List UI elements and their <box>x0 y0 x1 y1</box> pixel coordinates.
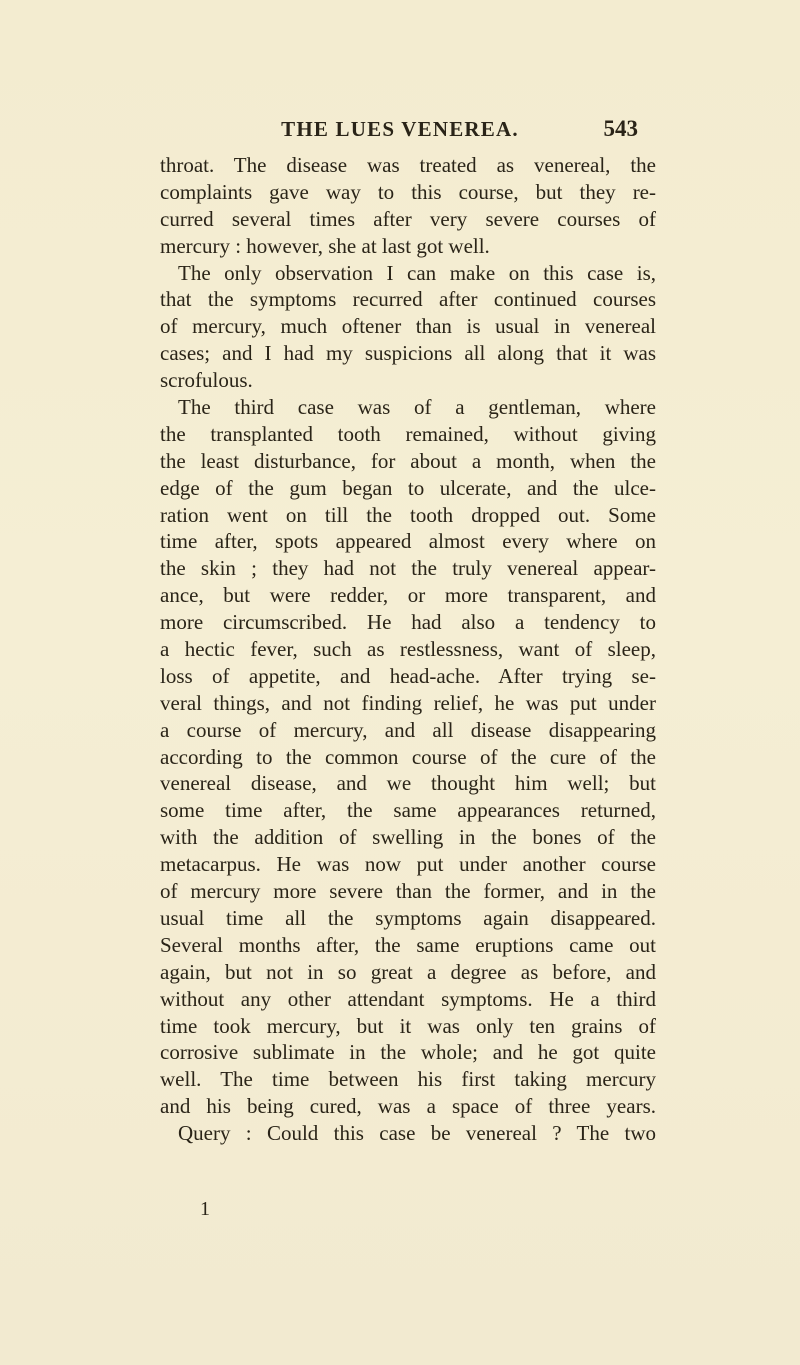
text-line: time took mercury, but it was only ten grains of <box>160 1013 656 1038</box>
text-line: and his being cured, was a space of three years. <box>160 1094 656 1119</box>
text-line: again, but not in so great a degree as before, and <box>160 959 656 984</box>
text-line: The only observation I can make on this case is, <box>178 260 656 285</box>
text-line: according to the common course of the cure of the <box>160 744 656 769</box>
text-line: metacarpus. He was now put under another course <box>160 852 656 877</box>
text-line: of mercury more severe than the former, and in the <box>160 879 656 904</box>
signature-mark: 1 <box>200 1198 210 1220</box>
running-head <box>0 114 800 144</box>
text-line: the transplanted tooth remained, without giving <box>160 421 656 446</box>
text-line: ration went on till the tooth dropped out. Some <box>160 502 656 527</box>
text-line: edge of the gum began to ulcerate, and the ulce- <box>160 475 656 500</box>
text-line: of mercury, much oftener than is usual in venereal <box>160 314 656 339</box>
text-line: corrosive sublimate in the whole; and he got quite <box>160 1040 656 1065</box>
text-line: the least disturbance, for about a month, when the <box>160 448 656 473</box>
text-line: The third case was of a gentleman, where <box>178 395 656 420</box>
text-line: loss of appetite, and head-ache. After trying se- <box>160 663 656 688</box>
running-title: THE LUES VENEREA. <box>281 117 519 141</box>
body-text <box>160 152 656 1147</box>
text-line: scrofulous. <box>160 368 253 393</box>
text-line: ance, but were redder, or more transparent, and <box>160 583 656 608</box>
text-line: cases; and I had my suspicions all along that it was <box>160 341 656 366</box>
text-line: a hectic fever, such as restlessness, want of sleep, <box>160 637 656 662</box>
text-line: with the addition of swelling in the bones of the <box>160 825 656 850</box>
text-line: veral things, and not finding relief, he was put under <box>160 690 656 715</box>
text-line: curred several times after very severe courses of <box>160 206 656 231</box>
text-line: throat. The disease was treated as venereal, the <box>160 153 656 177</box>
text-line: usual time all the symptoms again disappeared. <box>160 905 656 930</box>
text-line: mercury : however, she at last got well. <box>160 233 490 258</box>
text-line: time after, spots appeared almost every where on <box>160 529 656 554</box>
text-line: the skin ; they had not the truly venereal appear- <box>160 556 656 581</box>
text-line: well. The time between his first taking mercury <box>160 1067 656 1092</box>
text-line: that the symptoms recurred after continued courses <box>160 287 656 312</box>
text-line: some time after, the same appearances returned, <box>160 798 656 823</box>
text-line: more circumscribed. He had also a tendency to <box>160 610 656 635</box>
text-line: venereal disease, and we thought him well; but <box>160 771 656 796</box>
text-line: without any other attendant symptoms. He a third <box>160 986 656 1011</box>
text-line: complaints gave way to this course, but they re- <box>160 179 656 204</box>
text-line: Query : Could this case be venereal ? The two <box>178 1121 656 1146</box>
text-line: Several months after, the same eruptions came out <box>160 932 656 957</box>
text-line: a course of mercury, and all disease disappearing <box>160 717 656 742</box>
page-number: 543 <box>603 116 638 141</box>
